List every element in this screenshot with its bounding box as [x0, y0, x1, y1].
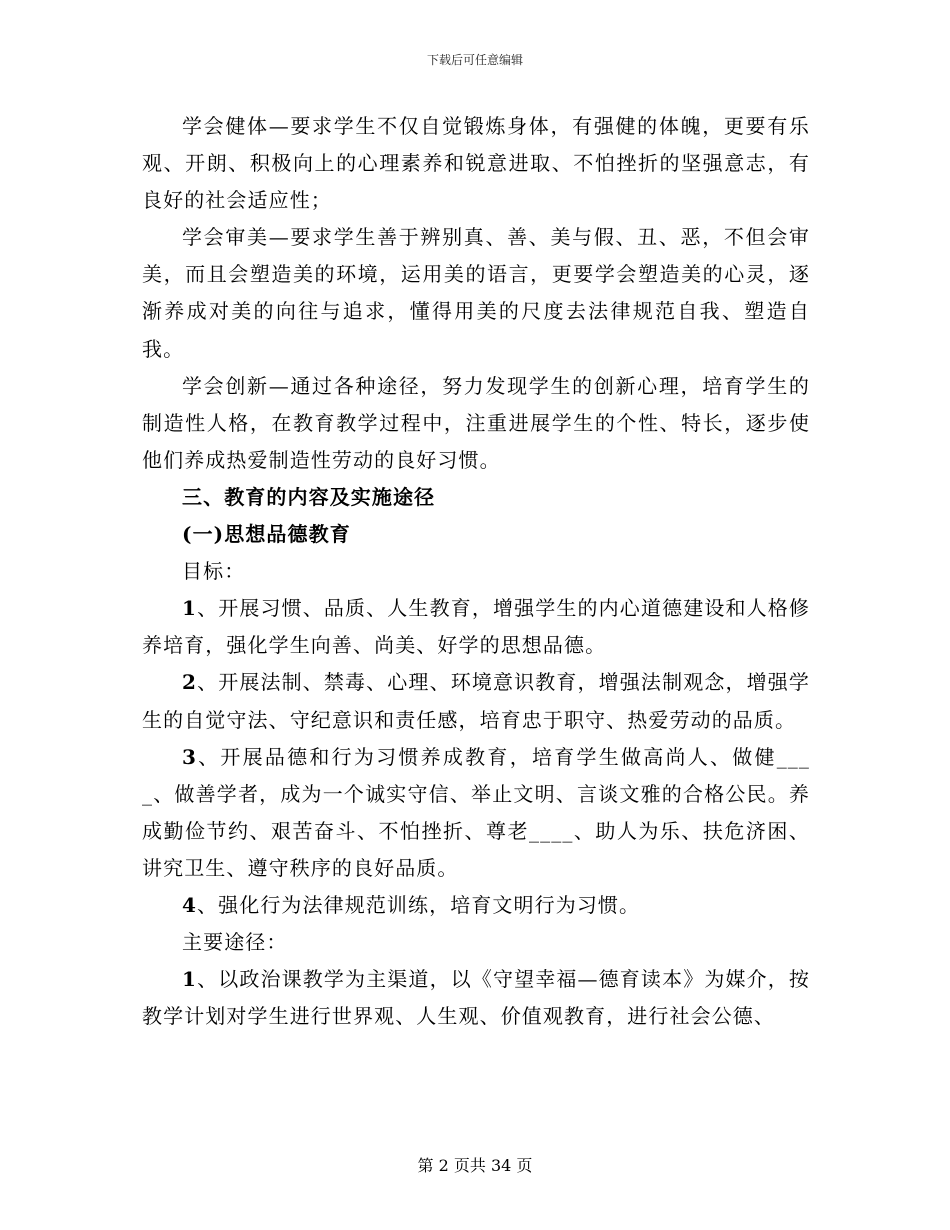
path-item [142, 961, 810, 1035]
goals-label: 目标： [182, 559, 246, 584]
paths-label: 主要途径： [182, 930, 288, 955]
paragraph-aesthetics: 学会审美—要求学生善于辨别真、善、美与假、丑、恶，不但会审美，而且会塑造美的环境，运用美的语言，更要学会塑造美的心灵，逐渐养成对美的向往与追求，懂得用美的尺度去法律规范自我、塑造自我。 [142, 225, 810, 361]
page-header: 下载后可任意编辑 [426, 53, 523, 67]
goal-number: 3 [182, 744, 198, 769]
paragraph-innovation: 学会创新—通过各种途径，努力发现学生的创新心理，培育学生的制造性人格，在教育教学过程中，注重进展学生的个性、特长，逐步使他们养成热爱制造性劳动的良好习惯。 [142, 373, 810, 472]
goal-number: 2 [182, 670, 198, 695]
paragraph-fitness: 学会健体—要求学生不仅自觉锻炼身体，有强健的体魄，更要有乐观、开朗、积极向上的心理素养和锐意进取、不怕挫折的坚强意志，有良好的社会适应性； [142, 114, 810, 213]
section-heading: 三、教育的内容及实施途径 [182, 484, 436, 509]
goal-item [142, 739, 810, 887]
goal-text: 、开展法制、禁毒、心理、环境意识教育，增强法制观念，增强学生的自觉守法、守纪意识和责任感，培育忠于职守、热爱劳动的品质。 [142, 670, 810, 732]
path-text: 、以政治课教学为主渠道，以《守望幸福—德育读本》为媒介，按教学计划对学生进行世界观、人生观、价值观教育，进行社会公德、 [142, 967, 810, 1029]
goal-number: 1 [182, 596, 198, 621]
goal-item [142, 590, 810, 664]
page-footer: 第 2 页共 34 页 [417, 1156, 533, 1175]
path-number: 1 [182, 967, 198, 992]
goal-text: 、开展习惯、品质、人生教育，增强学生的内心道德建设和人格修养培育，强化学生向善、尚美、好学的思想品德。 [142, 596, 810, 658]
goal-text: 、开展品德和行为习惯养成教育，培育学生做高尚人、做健____、做善学者，成为一个诚实守信、举止文明、言谈文雅的合格公民。养成勤俭节约、艰苦奋斗、不怕挫折、尊老____、助人为乐、扶危济困、讲究卫生、遵守秩序的良好品质。 [142, 744, 810, 880]
document-body [142, 108, 810, 1035]
goal-item [142, 887, 810, 924]
goal-text: 、强化行为法律规范训练，培育文明行为习惯。 [197, 892, 641, 917]
subsection-heading: (一)思想品德教育 [182, 522, 351, 547]
goal-number: 4 [182, 892, 198, 917]
goal-item [142, 664, 810, 738]
